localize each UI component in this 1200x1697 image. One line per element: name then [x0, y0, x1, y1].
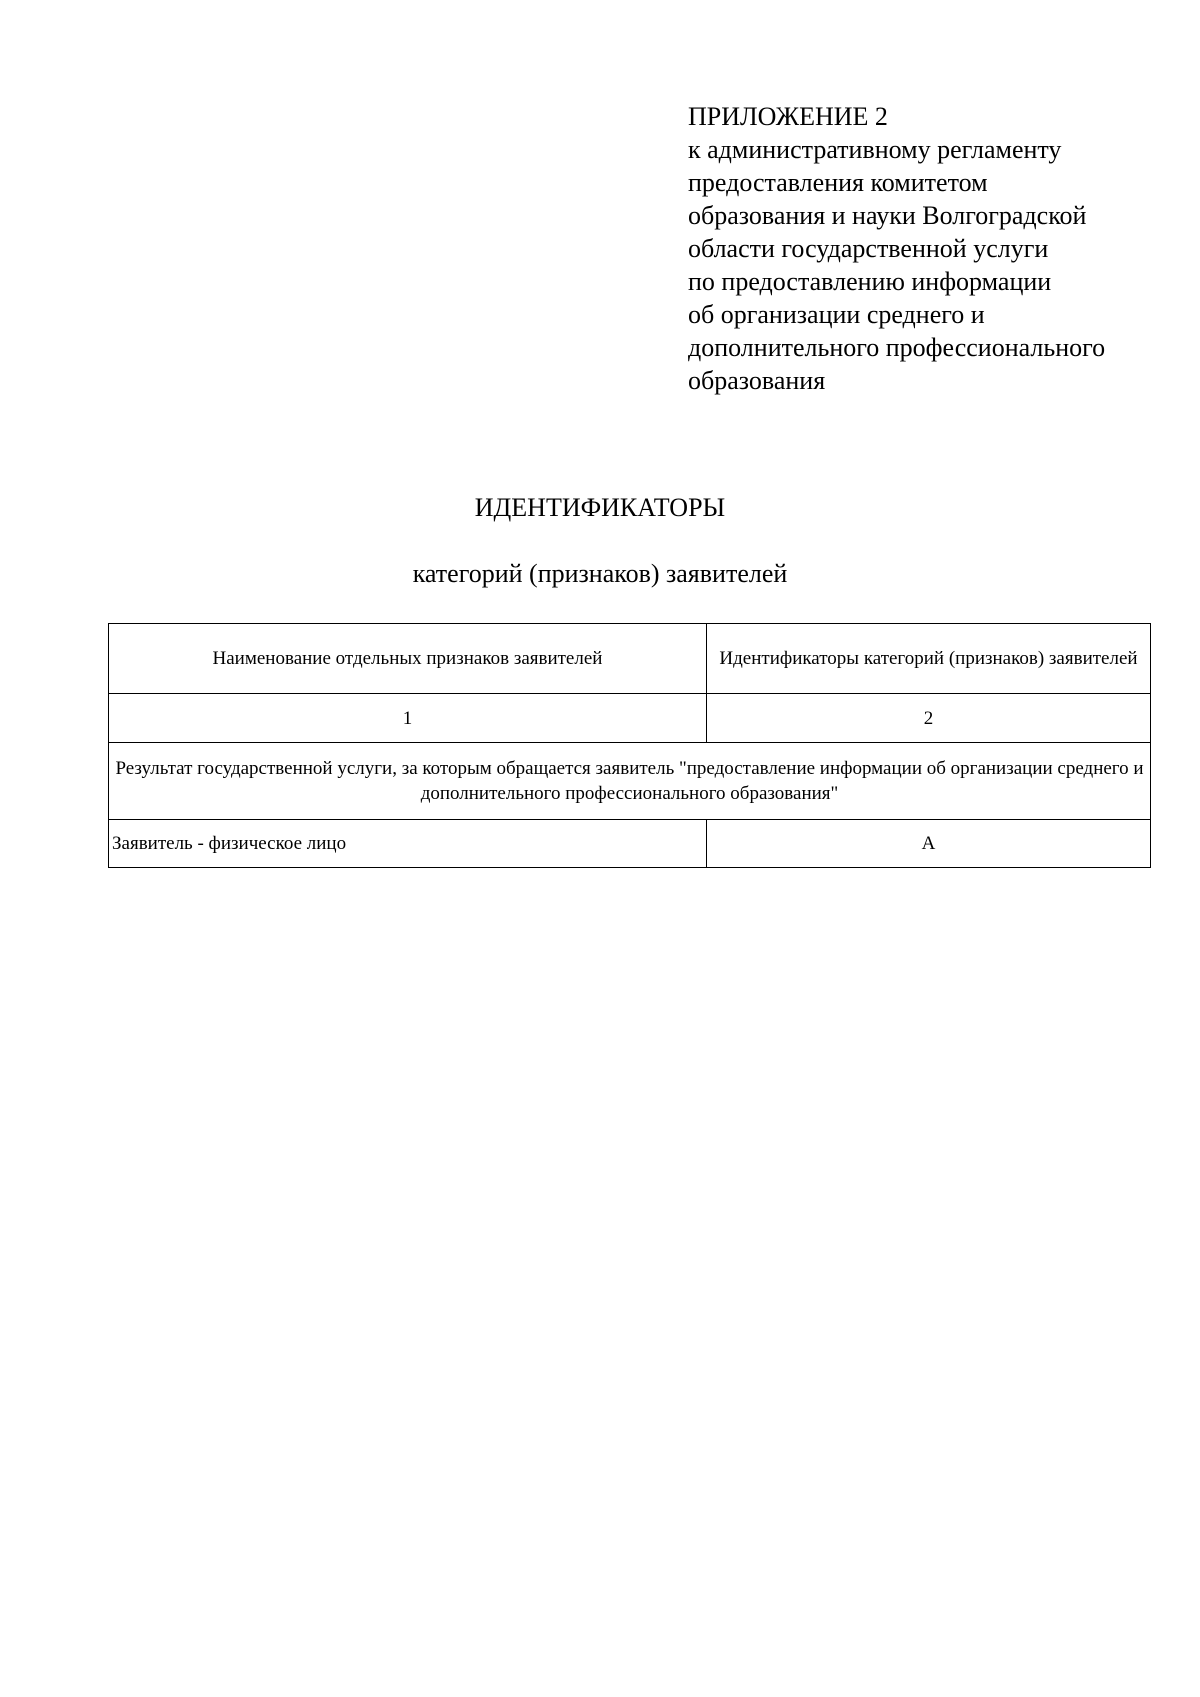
appendix-line: к административному регламенту — [688, 135, 1062, 164]
applicant-id-cell: А — [707, 820, 1151, 868]
appendix-line: дополнительного профессионального — [688, 333, 1106, 362]
document-subtitle: категорий (признаков) заявителей — [412, 559, 788, 588]
result-cell: Результат государственной услуги, за которым обращается заявитель "предоставление информации об организации среднего и дополнительного профессионального образования" — [109, 743, 1151, 820]
appendix-line: образования — [688, 366, 826, 395]
identifiers-table — [108, 623, 1151, 868]
appendix-line: ПРИЛОЖЕНИЕ 2 — [688, 102, 888, 131]
appendix-block — [688, 100, 1168, 397]
column-number-cell: 1 — [109, 694, 707, 743]
applicant-name-cell: Заявитель - физическое лицо — [109, 820, 707, 868]
appendix-line: об организации среднего и — [688, 300, 985, 329]
appendix-line: предоставления комитетом — [688, 168, 988, 197]
table-row — [109, 820, 1151, 868]
column-number-cell: 2 — [707, 694, 1151, 743]
header-cell-identifier: Идентификаторы категорий (признаков) заявителей — [707, 624, 1151, 694]
appendix-line: по предоставлению информации — [688, 267, 1052, 296]
appendix-line: образования и науки Волгоградской — [688, 201, 1087, 230]
appendix-line: области государственной услуги — [688, 234, 1049, 263]
document-title: ИДЕНТИФИКАТОРЫ — [474, 493, 726, 522]
header-cell-name: Наименование отдельных признаков заявителей — [109, 624, 707, 694]
table-header-row — [109, 624, 1151, 694]
column-number-row — [109, 694, 1151, 743]
result-row — [109, 743, 1151, 820]
